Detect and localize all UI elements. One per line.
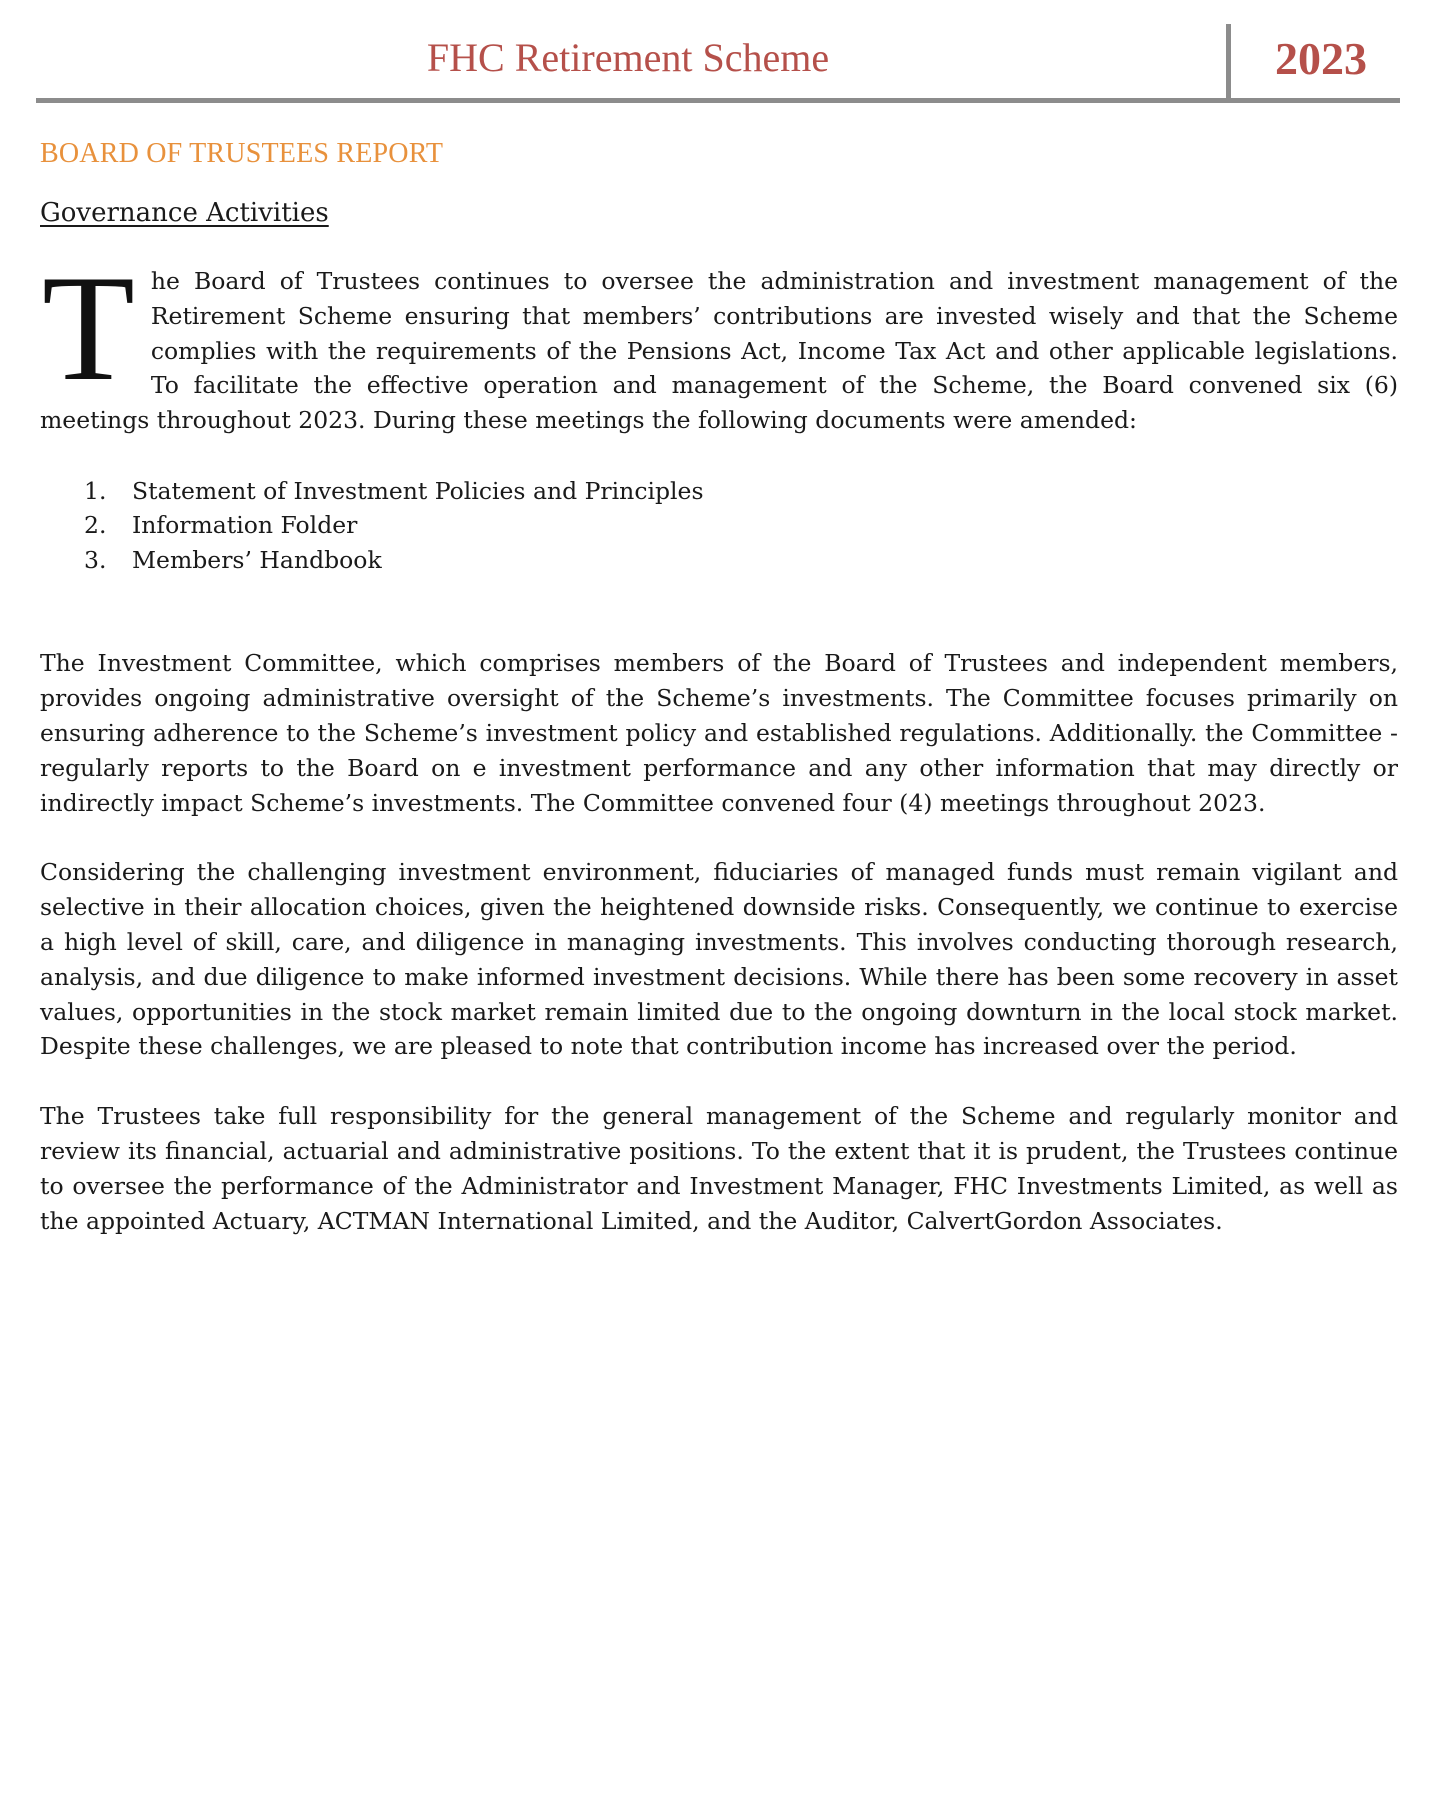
- list-item-number: 2.: [84, 511, 107, 540]
- header-divider: [1226, 24, 1231, 102]
- report-body: [40, 138, 1398, 1238]
- list-item-number: 1.: [84, 476, 107, 505]
- section-heading: BOARD OF TRUSTEES REPORT: [40, 138, 444, 169]
- header-rule: [36, 98, 1400, 103]
- page-header: [36, 24, 1400, 102]
- list-item-label: Information Folder: [132, 511, 358, 540]
- list-item-label: Statement of Investment Policies and Principles: [132, 476, 704, 505]
- investment-committee-paragraph: The Investment Committee, which comprises members of the Board of Trustees and independent members, provides ongoing administrative oversight of the Scheme’s investments. The Committee focuses primarily on ensuring adherence to the Scheme’s investment policy and established regulations. Additionally. the Committee - regularly reports to the Board on e investment performance and any other information that may directly or indirectly impact Scheme’s investments. The Committee convened four (4) meetings throughout 2023.: [40, 649, 1398, 817]
- sub-heading: Governance Activities: [40, 198, 329, 228]
- amended-documents-list: [84, 474, 1398, 578]
- investment-environment-paragraph: Considering the challenging investment environment, fiduciaries of managed funds must remain vigilant and selective in their allocation choices, given the heightened downside risks. Consequently, we continue to exercise a high level of skill, care, and diligence in managing investments. This involves conducting thorough research, analysis, and due diligence to make informed investment decisions. While there has been some recovery in asset values, opportunities in the stock market remain limited due to the ongoing downturn in the local stock market. Despite these challenges, we are pleased to note that contribution income has increased over the period.: [40, 858, 1398, 1061]
- list-item: [84, 474, 1398, 509]
- list-item-number: 3.: [84, 545, 107, 574]
- trustees-responsibility-paragraph: The Trustees take full responsibility for the general management of the Scheme and regularly monitor and review its financial, actuarial and administrative positions. To the extent that it is prudent, the Trustees continue to oversee the performance of the Administrator and Investment Manager, FHC Investments Limited, as well as the appointed Actuary, ACTMAN International Limited, and the Auditor, CalvertGordon Associates.: [40, 1102, 1398, 1235]
- header-title: FHC Retirement Scheme: [426, 35, 830, 80]
- list-item-label: Members’ Handbook: [132, 545, 382, 574]
- list-item: [84, 508, 1398, 543]
- drop-cap: T: [42, 244, 135, 412]
- header-year: 2023: [1275, 33, 1367, 84]
- intro-text: he Board of Trustees continues to oversee the administration and investment management of the Retirement Scheme ensuring that members’ contributions are invested wisely and that the Scheme complies with the requirements of the Pensions Act, Income Tax Act and other applicable legislations. To facilitate the effective operation and management of the Scheme, the Board convened six (6) meetings throughout 2023. During these meetings the following documents were amended:: [40, 267, 1398, 435]
- intro-paragraph: [40, 244, 1398, 438]
- list-item: [84, 543, 1398, 578]
